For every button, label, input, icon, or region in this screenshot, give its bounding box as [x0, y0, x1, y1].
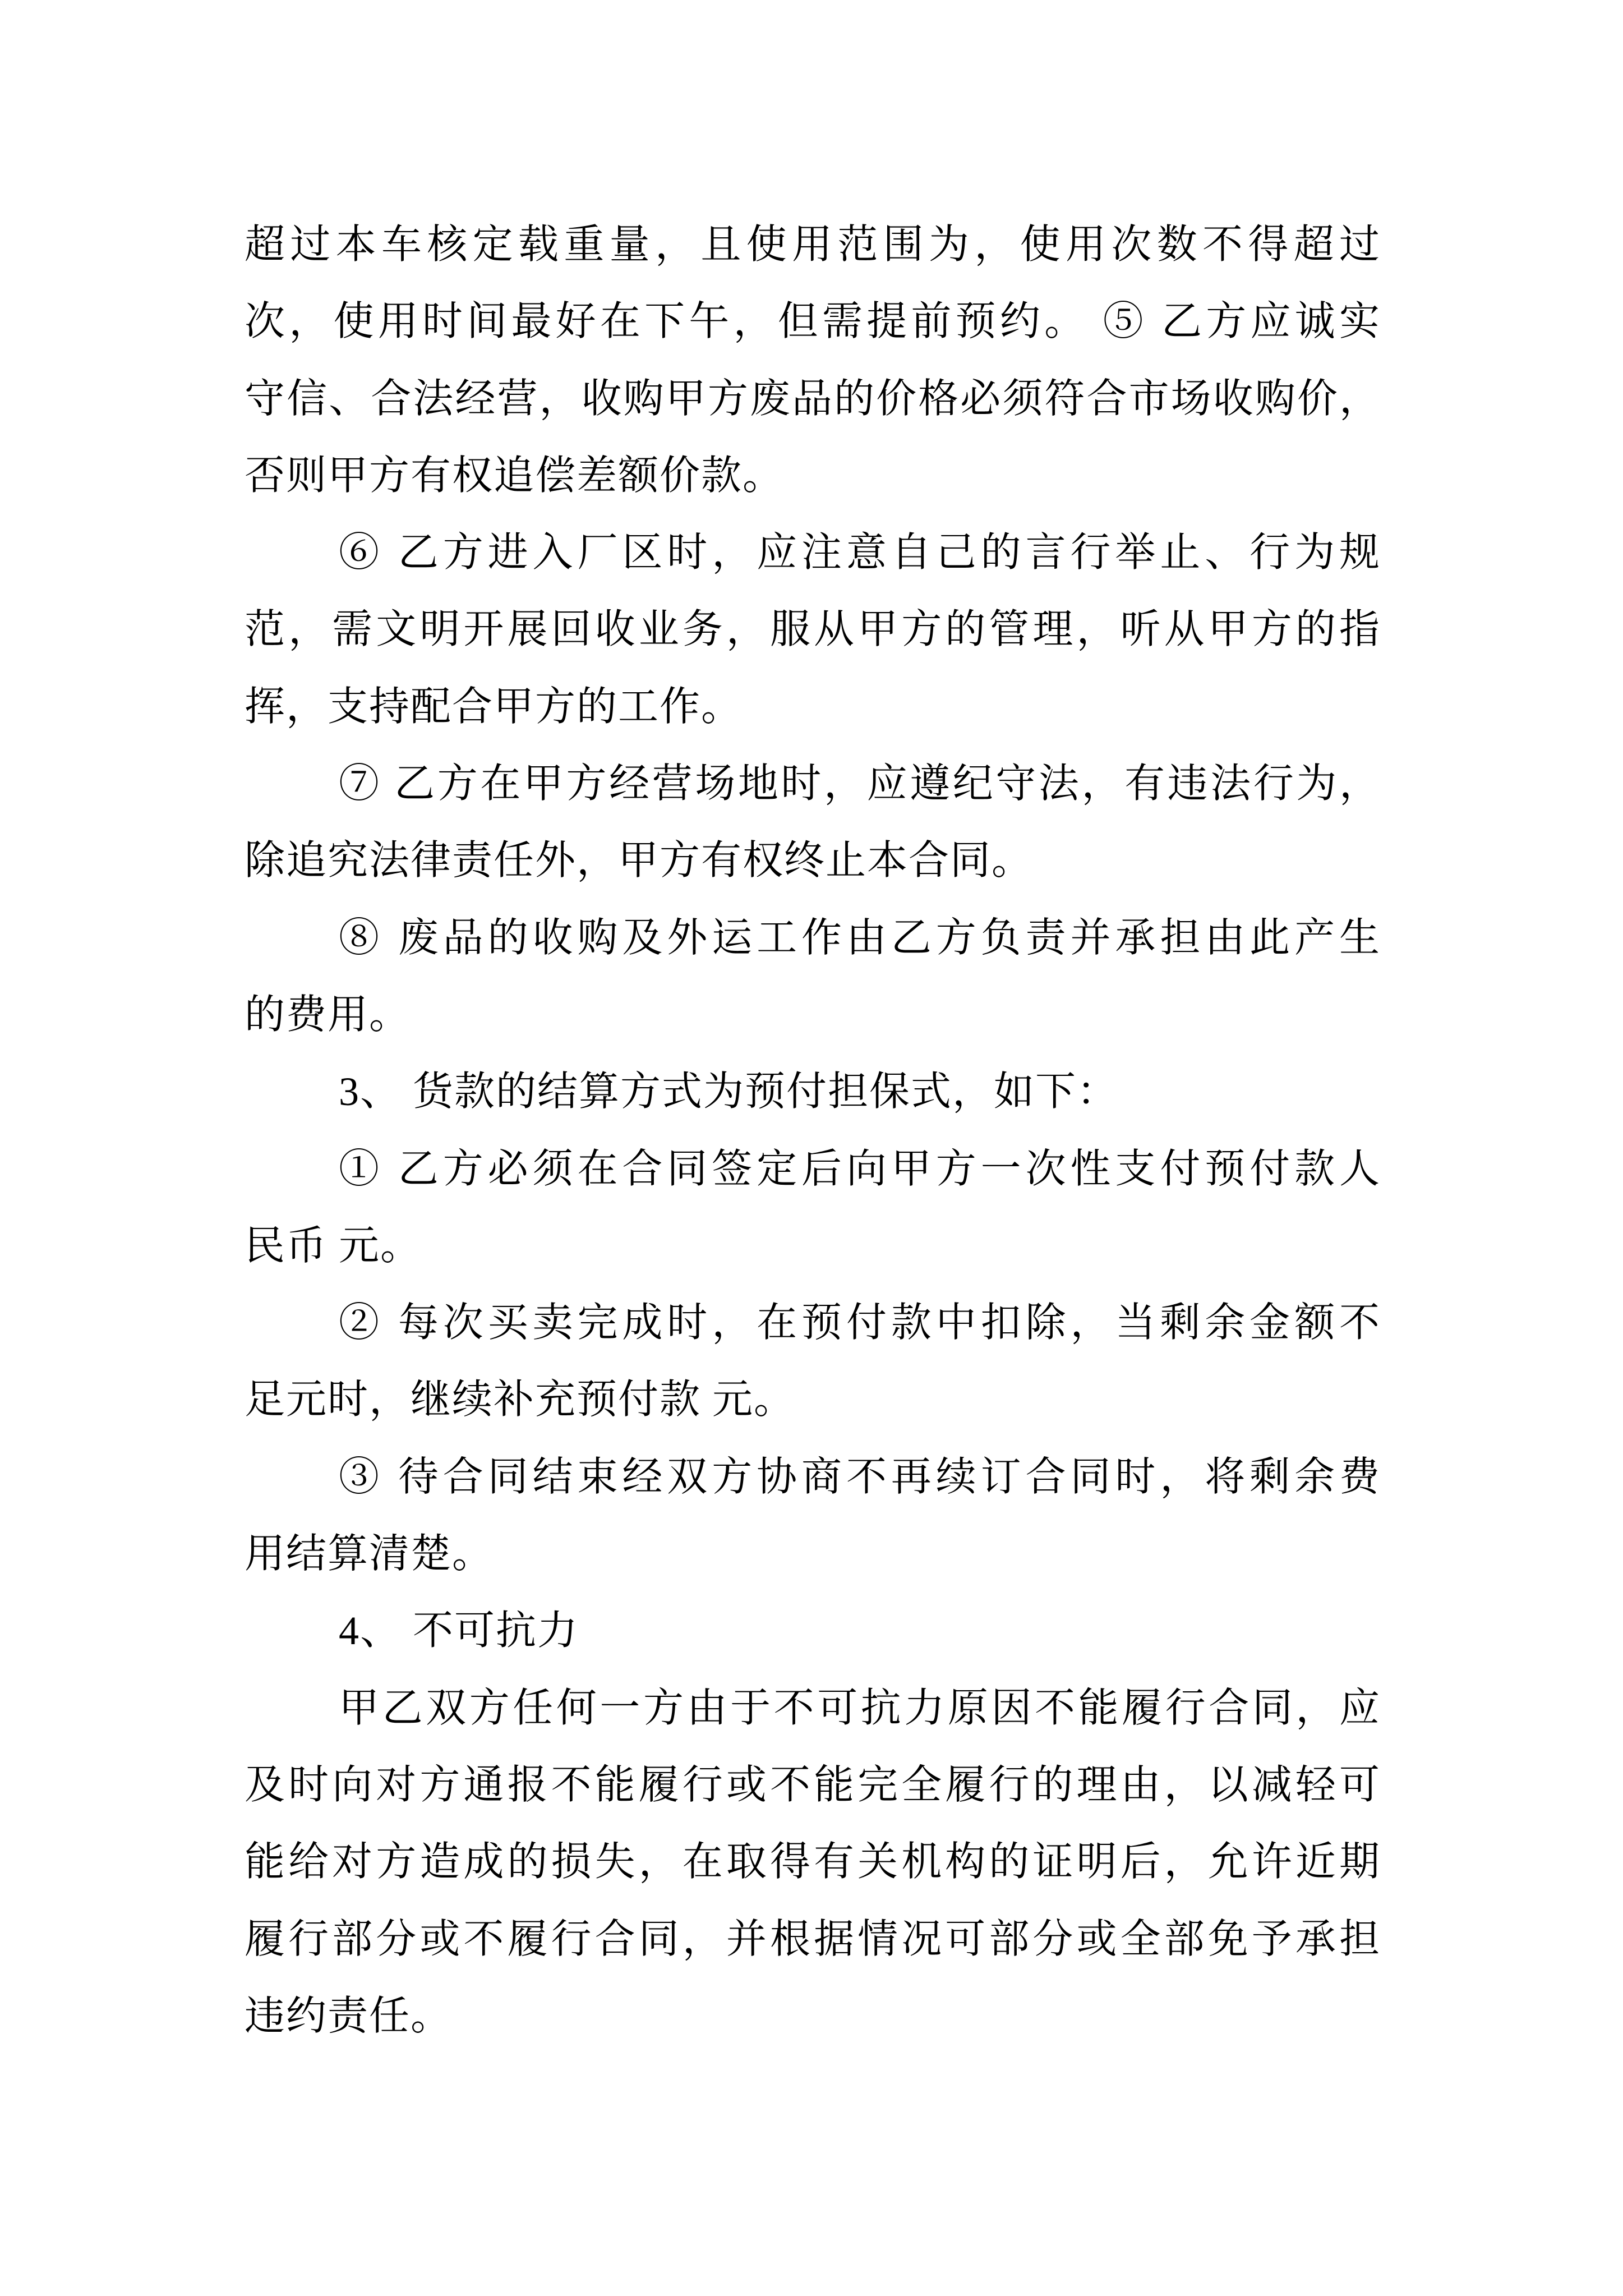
document-line: 甲乙双方任何一方由于不可抗力原因不能履行合同，应 [339, 1685, 1381, 1731]
document-line: ⑧ 废品的收购及外运工作由乙方负责并承担由此产生 [339, 915, 1381, 960]
document-line: 民币 元。 [245, 1223, 422, 1268]
document-line: 用结算清楚。 [245, 1531, 494, 1577]
document-line: ① 乙方必须在合同签定后向甲方一次性支付预付款人 [339, 1146, 1381, 1191]
document-line: ⑥ 乙方进入厂区时，应注意自己的言行举止、行为规 [339, 530, 1381, 576]
document-line: 能给对方造成的损失，在取得有关机构的证明后，允许近期 [245, 1839, 1381, 1885]
document-line: 的费用。 [245, 992, 411, 1037]
document-line: 除追究法律责任外，甲方有权终止本合同。 [245, 838, 1034, 884]
document-line: 违约责任。 [245, 1993, 453, 2039]
document-line: 3、 货款的结算方式为预付担保式，如下： [339, 1069, 1119, 1115]
document-line: ③ 待合同结束经双方协商不再续订合同时，将剩余费 [339, 1454, 1381, 1499]
document-line: 挥，支持配合甲方的工作。 [245, 684, 743, 729]
document-line: 次，使用时间最好在下午，但需提前预约。 ⑤ 乙方应诚实 [245, 299, 1381, 344]
document-line: 否则甲方有权追偿差额价款。 [245, 453, 785, 498]
document-line: 4、 不可抗力 [339, 1608, 579, 1654]
document-line: ② 每次买卖完成时，在预付款中扣除，当剩余金额不 [339, 1300, 1381, 1346]
document-line: 及时向对方通报不能履行或不能完全履行的理由，以减轻可 [245, 1762, 1381, 1807]
contract-text-block [245, 206, 1381, 2055]
document-line: 守信、合法经营，收购甲方废品的价格必须符合市场收购价， [245, 376, 1381, 421]
document-line: ⑦ 乙方在甲方经营场地时，应遵纪守法，有违法行为， [339, 761, 1381, 807]
document-line: 超过本车核定载重量，且使用范围为，使用次数不得超过 [245, 222, 1381, 267]
document-line: 范，需文明开展回收业务，服从甲方的管理，听从甲方的指 [245, 607, 1381, 652]
document-line: 足元时，继续补充预付款 元。 [245, 1377, 796, 1423]
document-line: 履行部分或不履行合同，并根据情况可部分或全部免予承担 [245, 1916, 1381, 1962]
